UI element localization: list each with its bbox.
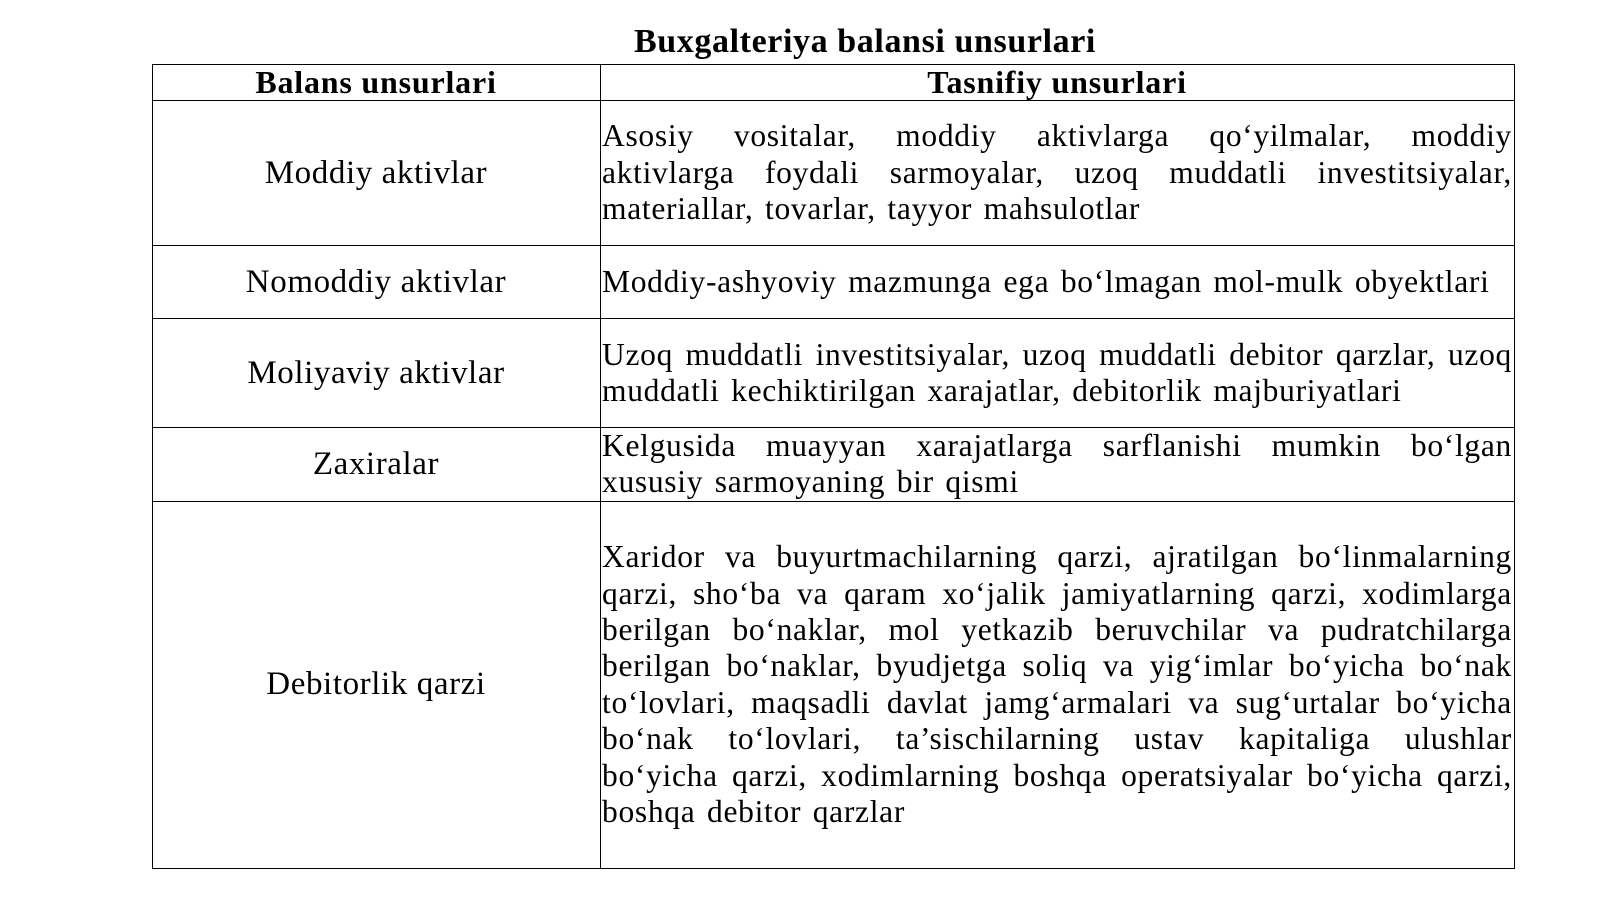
classification-description-cell: Uzoq muddatli investitsiyalar, uzoq muddatli debitor qarzlar, uzoq muddatli kechiktirilgan xarajatlar, debitorlik majburiyatlari (601, 319, 1515, 428)
balance-element-cell: Moddiy aktivlar (153, 101, 601, 246)
table-header-row (153, 65, 1515, 101)
column-header-classification-elements: Tasnifiy unsurlari (601, 65, 1515, 101)
balance-element-cell: Moliyaviy aktivlar (153, 319, 601, 428)
balance-elements-table (152, 64, 1515, 869)
classification-description-cell: Asosiy vositalar, moddiy aktivlarga qo‘yilmalar, moddiy aktivlarga foydali sarmoyalar, uzoq muddatli investitsiyalar, materiallar, tovarlar, tayyor mahsulotlar (601, 101, 1515, 246)
classification-description-cell: Moddiy-ashyoviy mazmunga ega bo‘lmagan mol-mulk obyektlari (601, 246, 1515, 319)
table-row (153, 246, 1515, 319)
document-title: Buxgalteriya balansi unsurlari (634, 23, 1096, 60)
table-row (153, 428, 1515, 502)
table-header (153, 65, 1515, 101)
table-row (153, 319, 1515, 428)
table-body (153, 101, 1515, 869)
classification-description-cell: Kelgusida muayyan xarajatlarga sarflanishi mumkin bo‘lgan xususiy sarmoyaning bir qismi (601, 428, 1515, 502)
table-row (153, 101, 1515, 246)
balance-element-cell: Debitorlik qarzi (153, 501, 601, 868)
balance-element-cell: Zaxiralar (153, 428, 601, 502)
table-row (153, 501, 1515, 868)
column-header-balance-elements: Balans unsurlari (153, 65, 601, 101)
classification-description-cell: Xaridor va buyurtmachilarning qarzi, ajratilgan bo‘linmalarning qarzi, sho‘ba va qaram xo‘jalik jamiyatlarning qarzi, xodimlarga berilgan bo‘naklar, mol yetkazib beruvchilar va pudratchilarga berilgan bo‘naklar, byudjetga soliq va yig‘imlar bo‘yicha bo‘nak to‘lovlari, maqsadli davlat jamg‘armalari va sug‘urtalar bo‘yicha bo‘nak to‘lovlari, ta’sischilarning ustav kapitaliga ulushlar bo‘yicha qarzi, xodimlarning boshqa operatsiyalar bo‘yicha qarzi, boshqa debitor qarzlar (601, 501, 1515, 868)
balance-element-cell: Nomoddiy aktivlar (153, 246, 601, 319)
